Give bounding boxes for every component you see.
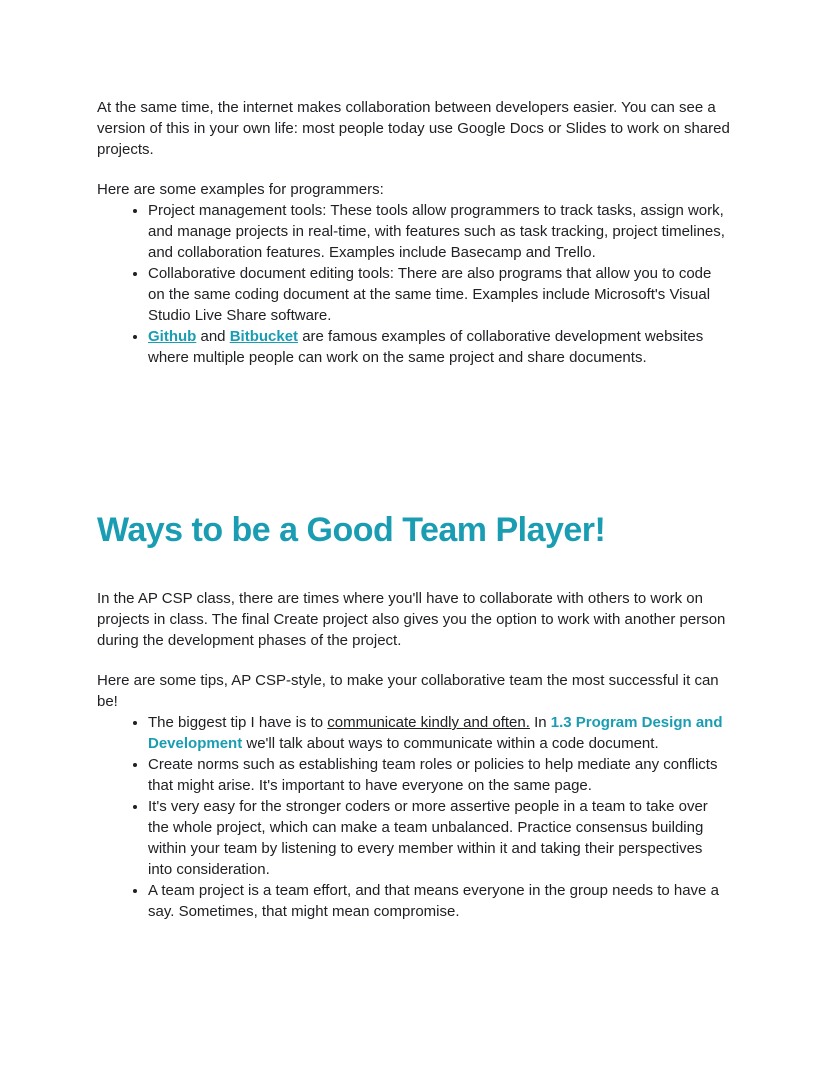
list-item xyxy=(148,880,730,922)
list-item-text: and xyxy=(196,328,230,345)
bitbucket-link[interactable]: Bitbucket xyxy=(229,328,299,345)
examples-list xyxy=(97,200,730,368)
list-item-text: A team project is a team effort, and that means everyone in the group needs to have a say. Sometimes, that might mean compromise. xyxy=(148,882,719,920)
list-item-text: Collaborative document editing tools: There are also programs that allow you to code on the same coding document at the same time. Examples include Microsoft's Visual Studio Live Share software. xyxy=(148,265,712,324)
list-item xyxy=(148,796,730,880)
list-item xyxy=(148,263,730,326)
paragraph-apcsp-intro: In the AP CSP class, there are times where you'll have to collaborate with others to work on projects in class. The final Create project also gives you the option to work with another person during the development phases of the project. xyxy=(97,590,726,649)
lesson-1-3-link[interactable]: 1.3 Program Design and Development xyxy=(148,714,723,752)
list-item-text: It's very easy for the stronger coders or more assertive people in a team to take over the whole project, which can make a team unbalanced. Practice consensus building within your team by listening to every member within it and taking their perspectives into consideration. xyxy=(148,798,708,878)
list-item-text: In xyxy=(529,714,551,731)
list-item xyxy=(148,200,730,263)
paragraph-tips-lead: Here are some tips, AP CSP-style, to make your collaborative team the most successful it can be! xyxy=(97,672,719,710)
list-item-text: The biggest tip I have is to xyxy=(148,714,328,731)
list-item-text: we'll talk about ways to communicate within a code document. xyxy=(242,735,659,752)
github-link[interactable]: Github xyxy=(148,328,197,345)
list-item-text: Create norms such as establishing team roles or policies to help mediate any conflicts that might arise. It's important to have everyone on the same page. xyxy=(148,756,718,794)
paragraph-examples-lead: Here are some examples for programmers: xyxy=(97,181,384,198)
tips-list xyxy=(97,712,730,922)
list-item xyxy=(148,326,730,368)
section-heading: Ways to be a Good Team Player! xyxy=(97,511,606,549)
list-item-text: are famous examples of collaborative development websites where multiple people can work on the same project and share documents. xyxy=(148,328,704,366)
underlined-text: communicate kindly and often. xyxy=(327,714,530,731)
paragraph-intro: At the same time, the internet makes collaboration between developers easier. You can see a version of this in your own life: most people today use Google Docs or Slides to work on shared projects. xyxy=(97,99,730,158)
list-item xyxy=(148,712,730,754)
list-item-text: Project management tools: These tools allow programmers to track tasks, assign work, and manage projects in real-time, with features such as task tracking, project timelines, and collaboration features. Examples include Basecamp and Trello. xyxy=(148,202,725,261)
list-item xyxy=(148,754,730,796)
